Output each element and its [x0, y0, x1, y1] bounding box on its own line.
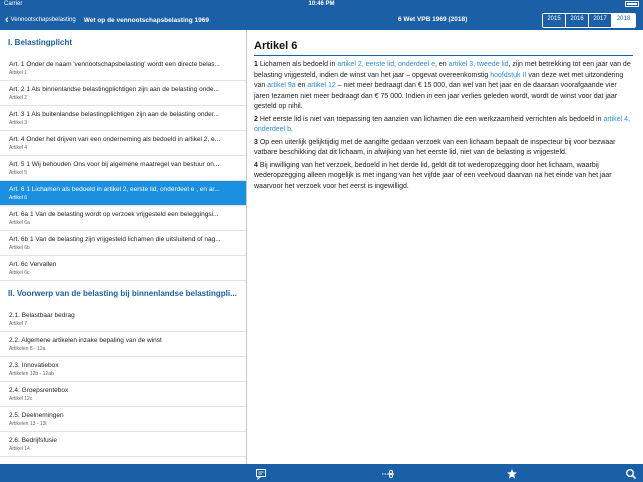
link-hoofdstuk-2[interactable]: hoofdstuk II: [490, 71, 527, 79]
navigation-bar: [0, 10, 643, 30]
list-item-subtitle: Artikel 6c: [9, 270, 30, 276]
list-item-title: Art. 3 1 Als buitenlandse belastingplichtigen zijn aan de belasting onder...: [9, 111, 219, 118]
paragraph-text: Het eerste lid is niet van toepassing ten aanzien van lichamen die een werkzaamheid verrichten als bedoeld in: [259, 115, 604, 123]
article-paragraph-1: [254, 60, 633, 113]
paragraph-number: 4: [254, 161, 258, 169]
list-item-art-4[interactable]: [0, 131, 246, 156]
list-item-title: 2.1. Belastbaar bedrag: [9, 312, 75, 319]
list-item-subtitle: Artikel 6: [9, 195, 28, 201]
paragraph-text: Bij inwilliging van het verzoek, bedoeld in het derde lid, geldt dit tot wederopzegging door het lichaam, waarbij wederopzegging alleen mogelijk is met ingang van het vijfde jaar of een veelvoud daarvan na het einde van het jaar waarvoor het verzoek voor het eerst is ingewilligd.: [254, 161, 612, 190]
paragraph-text: Op een uiterlijk gelijktijdig met de aangifte gedaan verzoek van een lichaam bepaalt de inspecteur bij voor bezwaar vatbare beschikking dat dit lichaam, in afwijking van het eerste lid, niet van de belasting is vrijgesteld.: [254, 138, 616, 156]
list-item-title: Art. 6 1 Lichamen als bedoeld in artikel 2, eerste lid, onderdeel e , en ar...: [9, 186, 220, 193]
list-item-art-6c[interactable]: [0, 256, 246, 281]
list-item-subtitle: Artikel 6b: [9, 245, 30, 251]
list-item-title: Art. 6b 1 Van de belasting zijn vrijgesteld lichamen die uitsluitend of nag...: [9, 236, 221, 243]
paragraph-text: , en: [434, 61, 449, 68]
list-item-art-6a[interactable]: [0, 206, 246, 231]
list-item-subtitle: Artikel 6a: [9, 220, 30, 226]
list-item-art-5[interactable]: [0, 156, 246, 181]
year-tab-2016[interactable]: 2016: [566, 14, 589, 27]
list-item-title: Art. 6c Vervallen: [9, 261, 57, 268]
cut-scissors-icon[interactable]: [381, 467, 395, 479]
article-list-sidebar[interactable]: [0, 30, 247, 464]
list-item-art-1[interactable]: [0, 56, 246, 81]
list-item-subtitle: Artikelen 12b - 12ab: [9, 371, 54, 377]
link-artikel-4-b[interactable]: artikel 4, onderdeel b: [254, 115, 630, 133]
list-item-title: Art. 5 1 Wij behouden Ons voor bij algemene maatregel van bestuur on...: [9, 161, 220, 168]
law-title: Wet op de vennootschapsbelasting 1969: [83, 16, 209, 24]
list-item-subtitle: Artikel 7: [9, 321, 28, 327]
list-item-title: 2.5. Deelnemingen: [9, 412, 64, 419]
list-item-title: Art. 4 Onder het drijven van een onderneming als bedoeld in artikel 2, e...: [9, 136, 221, 143]
list-item-title: 2.3. Innovatiebox: [9, 362, 59, 369]
list-item-subtitle: Artikel 2: [9, 95, 28, 101]
article-paragraph-3: [254, 138, 633, 159]
year-tab-2015[interactable]: 2015: [543, 14, 566, 27]
list-item-art-2[interactable]: [0, 81, 246, 106]
year-segmented-control: [542, 13, 636, 28]
back-button[interactable]: [0, 15, 76, 26]
bottom-toolbar: [0, 464, 643, 482]
list-item-subtitle: Artikel 1: [9, 70, 28, 76]
paragraph-text: Lichamen als bedoeld in: [259, 61, 338, 68]
article-title: Artikel 6: [254, 40, 633, 56]
paragraph-number: 2: [254, 115, 258, 123]
search-icon[interactable]: [625, 467, 637, 479]
status-bar: [0, 0, 643, 10]
link-artikel-12[interactable]: artikel 12: [307, 82, 336, 89]
list-item-2-6[interactable]: [0, 432, 246, 457]
paragraph-text: van deze wet met uitzondering van: [254, 71, 624, 89]
list-item-subtitle: Artikelen 8 - 12a: [9, 346, 46, 352]
list-item-subtitle: Artikel 14: [9, 446, 30, 452]
notes-icon[interactable]: [255, 467, 267, 479]
list-item-title: 2.2. Algemene artikelen inzake bepaling van de winst: [9, 337, 162, 344]
document-title: 6 Wet VPB 1969 (2018): [398, 16, 468, 23]
paragraph-text: .: [290, 126, 293, 133]
list-item-subtitle: Artikel 4: [9, 145, 28, 151]
year-tab-2017[interactable]: 2017: [589, 14, 612, 27]
paragraph-number: 1: [254, 61, 258, 68]
clock: 10:46 PM: [308, 1, 335, 7]
list-item-2-2[interactable]: [0, 332, 246, 357]
section-header-voorwerp[interactable]: II. Voorwerp van de belasting bij binnenlandse belastingpli...: [8, 289, 237, 298]
link-artikel-3-lid-2[interactable]: artikel 3, tweede lid: [448, 61, 509, 68]
list-item-title: Art. 1 Onder de naam 'vennootschapsbelasting' wordt een directe belas...: [9, 61, 220, 68]
list-item-art-6b[interactable]: [0, 231, 246, 256]
list-item-2-3[interactable]: [0, 357, 246, 382]
list-item-subtitle: Artikel 5: [9, 170, 28, 176]
article-content: [248, 30, 643, 464]
list-item-2-4[interactable]: [0, 382, 246, 407]
article-paragraph-4: [254, 161, 633, 193]
list-item-subtitle: Artikel 12c: [9, 396, 33, 402]
list-item-title: 2.6. Bedrijfsfusie: [9, 437, 58, 444]
list-item-subtitle: Artikelen 13 - 13l: [9, 421, 47, 427]
list-item-art-6[interactable]: [0, 181, 246, 206]
section-header-belastingplicht[interactable]: I. Belastingplicht: [8, 38, 73, 47]
paragraph-text: en: [295, 82, 308, 89]
link-artikel-2-lid-1-e[interactable]: artikel 2, eerste lid, onderdeel e: [337, 61, 435, 68]
list-item-2-1[interactable]: [0, 307, 246, 332]
article-paragraph-2: [254, 115, 633, 136]
year-tab-2018[interactable]: 2018: [612, 14, 635, 27]
list-item-title: Art. 2 1 Als binnenlandse belastingplichtigen zijn aan de belasting onde...: [9, 86, 219, 93]
list-item-title: Art. 6a 1 Van de belasting wordt op verzoek vrijgesteld een beleggingsi...: [9, 211, 219, 218]
list-item-subtitle: Artikel 3: [9, 120, 28, 126]
list-item-art-3[interactable]: [0, 106, 246, 131]
chevron-left-icon: ‹: [5, 13, 9, 26]
paragraph-text: – niet meer bedraagt dan € 15 000, dan wel van het jaar en de daaraan voorafgaande vier jaren tezamen niet meer bedraagt dan € 75 000. Indien in een jaar verlies geleden wordt, wordt de winst voor dat jaar gesteld op nihil.: [254, 82, 618, 110]
battery-icon: [625, 1, 639, 7]
paragraph-number: 3: [254, 138, 258, 146]
list-item-2-5[interactable]: [0, 407, 246, 432]
paragraph-text: , zijn met betrekking tot een jaar van de belasting vrijgesteld, indien de winst van het jaar – opgevat overeenkomstig: [254, 61, 631, 79]
list-item-title: 2.4. Groepsrentebox: [9, 387, 69, 394]
link-artikel-9a[interactable]: artikel 9a: [267, 82, 296, 89]
carrier-label: Carrier: [4, 1, 23, 7]
star-icon[interactable]: [506, 467, 518, 479]
back-label: Vennootschapsbelasting: [10, 17, 76, 23]
